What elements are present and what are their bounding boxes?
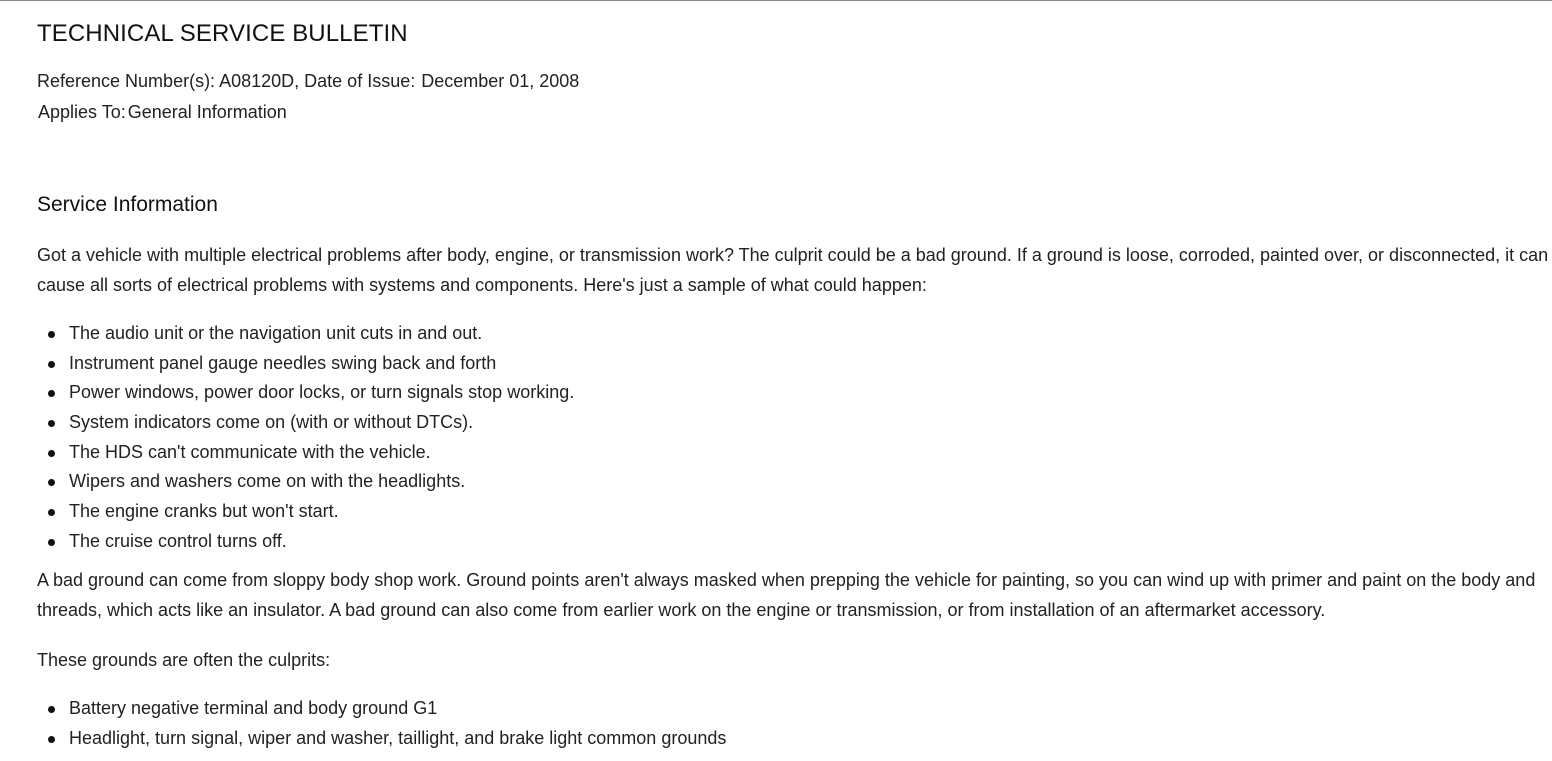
- list-item: The HDS can't communicate with the vehicle.: [37, 438, 574, 468]
- list-item: Headlight, turn signal, wiper and washer, taillight, and brake light common grounds: [37, 724, 726, 754]
- applies-to-label: Applies To:: [38, 102, 126, 122]
- reference-number: A08120D,: [219, 71, 300, 91]
- applies-to-line: [38, 102, 287, 123]
- top-divider: [0, 0, 1552, 1]
- list-item: The engine cranks but won't start.: [37, 497, 574, 527]
- grounds-intro: These grounds are often the culprits:: [37, 650, 331, 670]
- intro-paragraph: Got a vehicle with multiple electrical problems after body, engine, or transmission work? The culprit could be a bad ground. If a ground is loose, corroded, painted over, or disconnected, it can cause all sorts of electrical problems with systems and components. Here's just a sample of what could happen:: [37, 245, 1549, 295]
- applies-to-value: General Information: [127, 102, 287, 122]
- list-item: Wipers and washers come on with the headlights.: [37, 467, 574, 497]
- grounds-list: [37, 694, 726, 753]
- bulletin-title: TECHNICAL SERVICE BULLETIN: [37, 20, 408, 47]
- list-item: The cruise control turns off.: [37, 527, 574, 557]
- reference-label: Reference Number(s):: [37, 71, 216, 91]
- list-item: Power windows, power door locks, or turn signals stop working.: [37, 378, 574, 408]
- issue-date-label: Date of Issue:: [304, 71, 416, 91]
- list-item: System indicators come on (with or without DTCs).: [37, 408, 574, 438]
- symptom-list: [37, 319, 574, 557]
- reference-line: [37, 71, 579, 92]
- list-item: Instrument panel gauge needles swing back and forth: [37, 349, 574, 379]
- list-item: The audio unit or the navigation unit cuts in and out.: [37, 319, 574, 349]
- issue-date: December 01, 2008: [421, 71, 580, 91]
- list-item: Battery negative terminal and body ground G1: [37, 694, 726, 724]
- section-heading: Service Information: [37, 193, 218, 216]
- cause-paragraph: A bad ground can come from sloppy body shop work. Ground points aren't always masked when prepping the vehicle for painting, so you can wind up with primer and paint on the body and threads, which acts like an insulator. A bad ground can also come from earlier work on the engine or transmission, or from installation of an aftermarket accessory.: [37, 570, 1536, 620]
